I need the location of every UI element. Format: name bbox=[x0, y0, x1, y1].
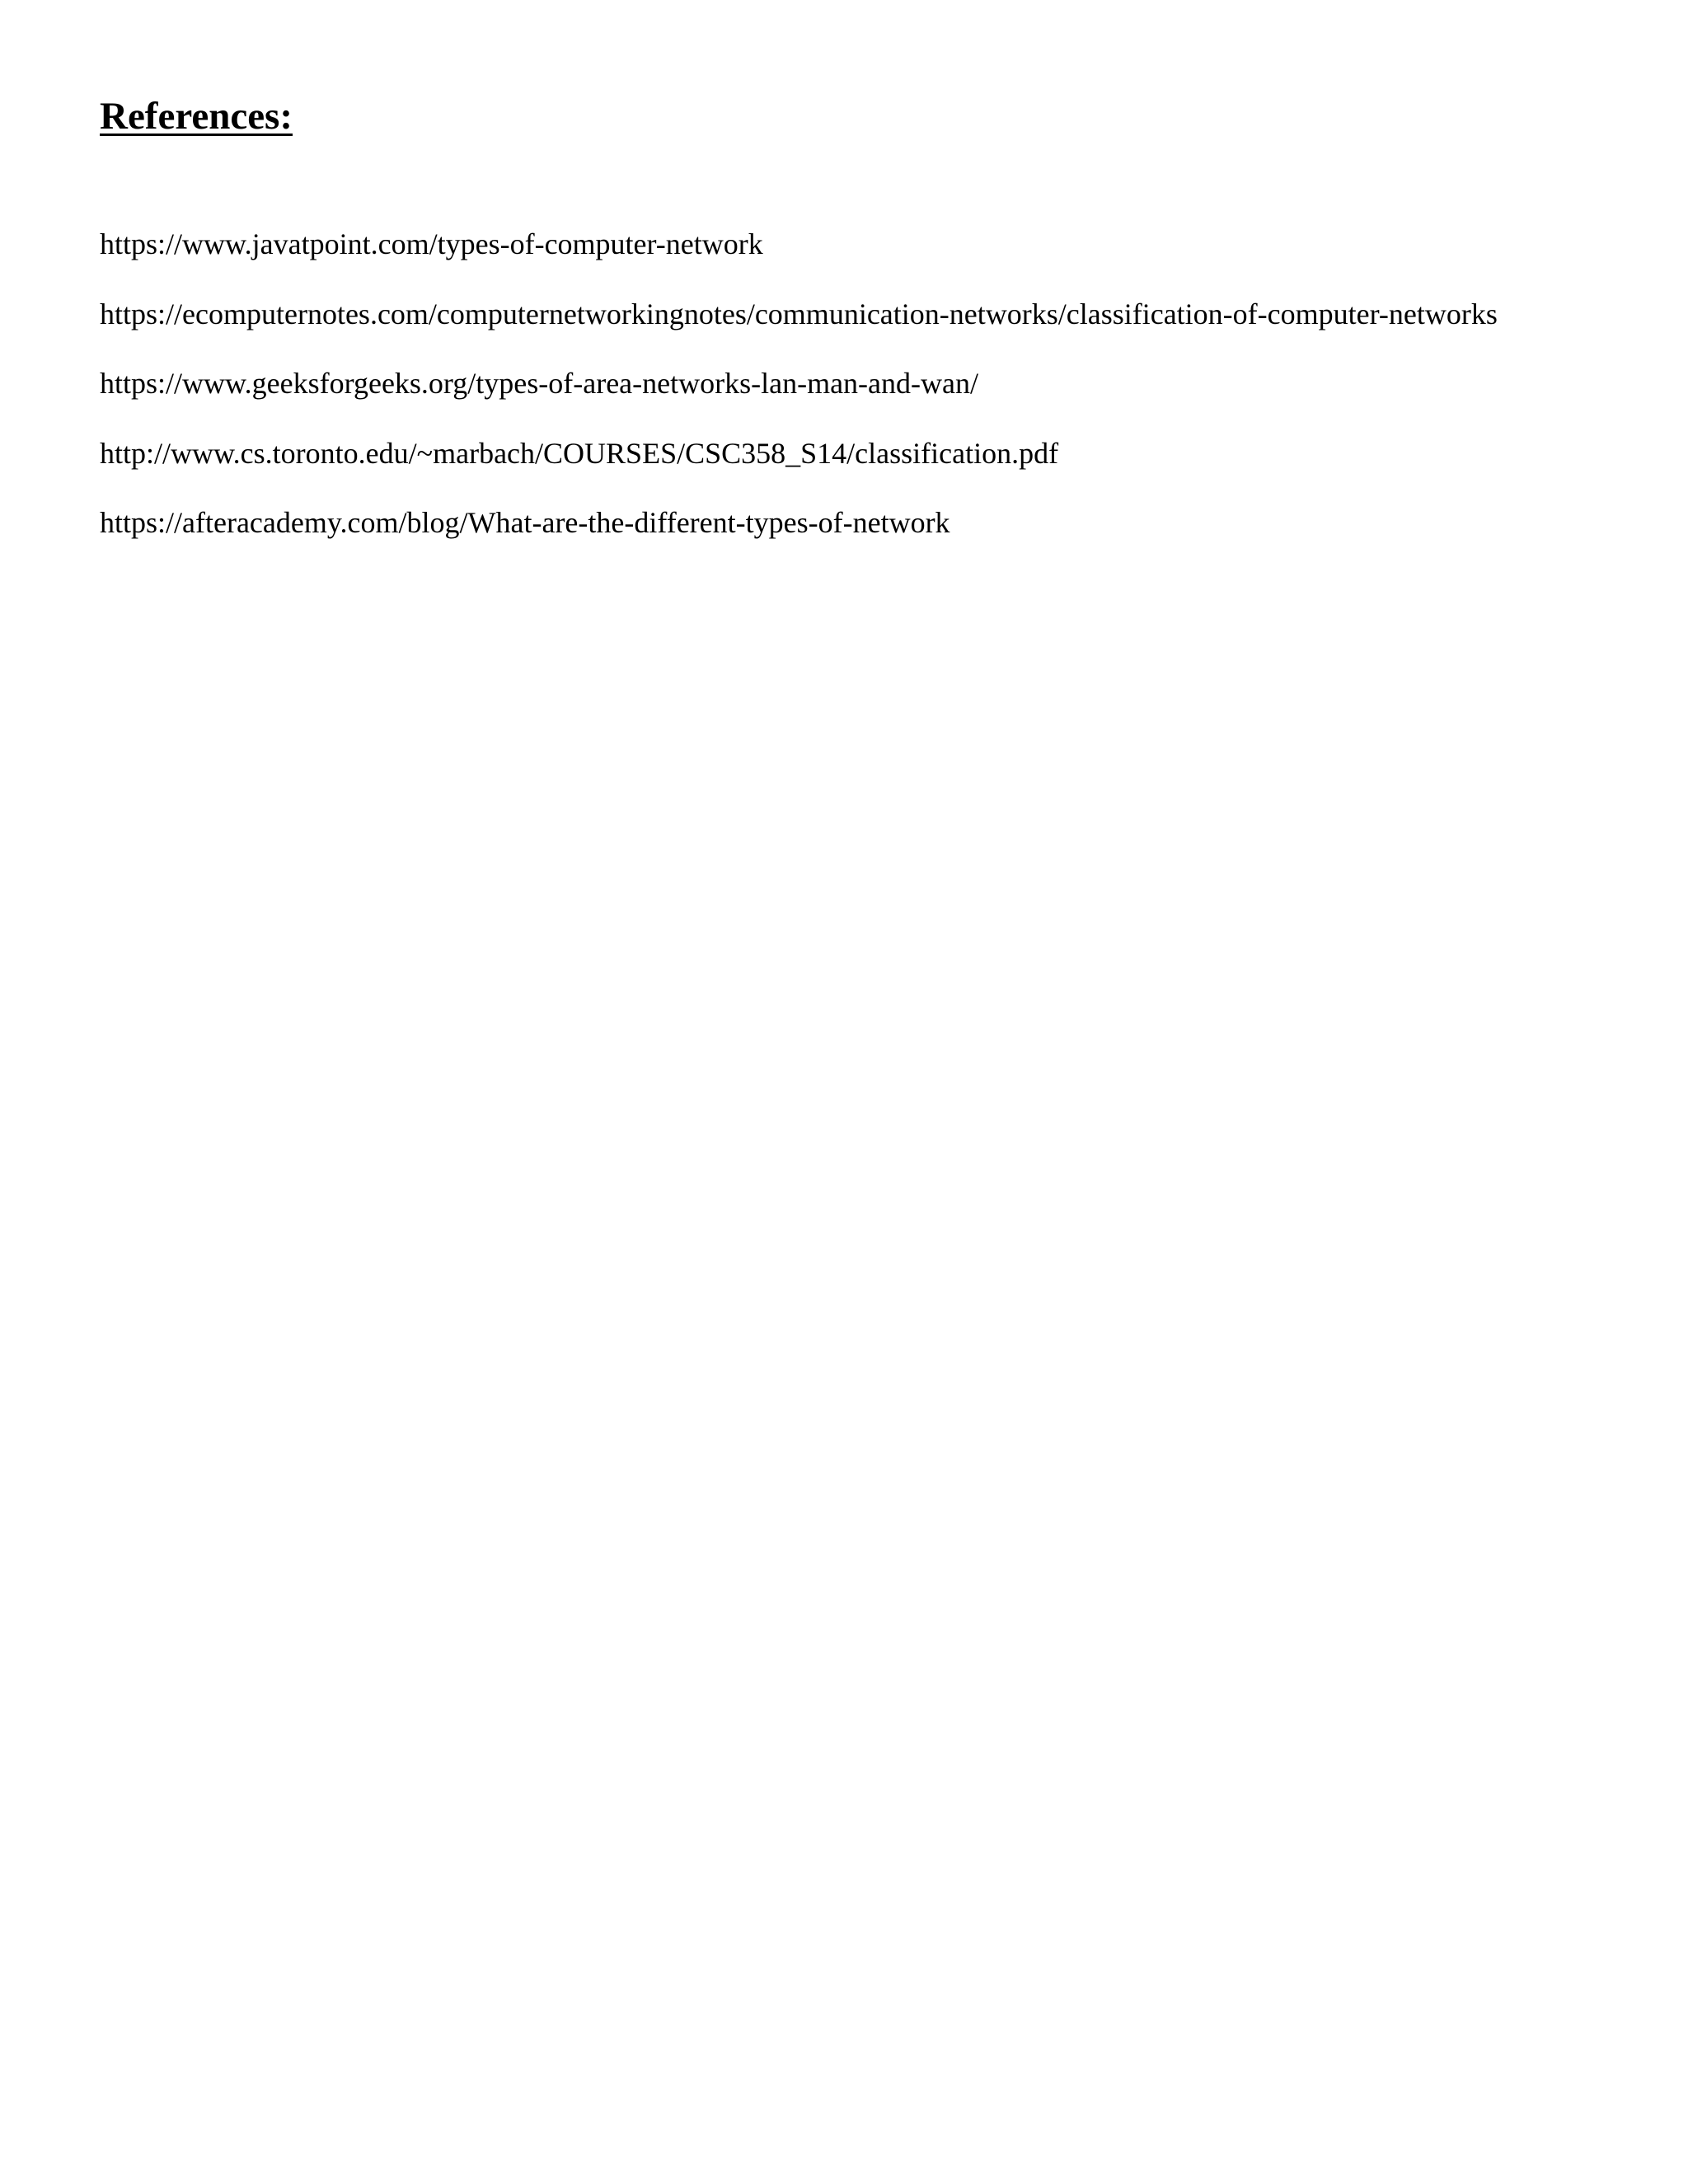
reference-list bbox=[100, 229, 1498, 578]
reference-item: https://ecomputernotes.com/computernetworkingnotes/communication-networks/classification-of-computer-networks bbox=[100, 297, 1498, 330]
reference-item: https://www.javatpoint.com/types-of-computer-network bbox=[100, 227, 763, 260]
references-heading: References: bbox=[100, 95, 293, 138]
reference-item: http://www.cs.toronto.edu/~marbach/COURSES/CSC358_S14/classification.pdf bbox=[100, 436, 1059, 470]
reference-item: https://www.geeksforgeeks.org/types-of-area-networks-lan-man-and-wan/ bbox=[100, 367, 978, 400]
reference-item: https://afteracademy.com/blog/What-are-the-different-types-of-network bbox=[100, 506, 950, 539]
